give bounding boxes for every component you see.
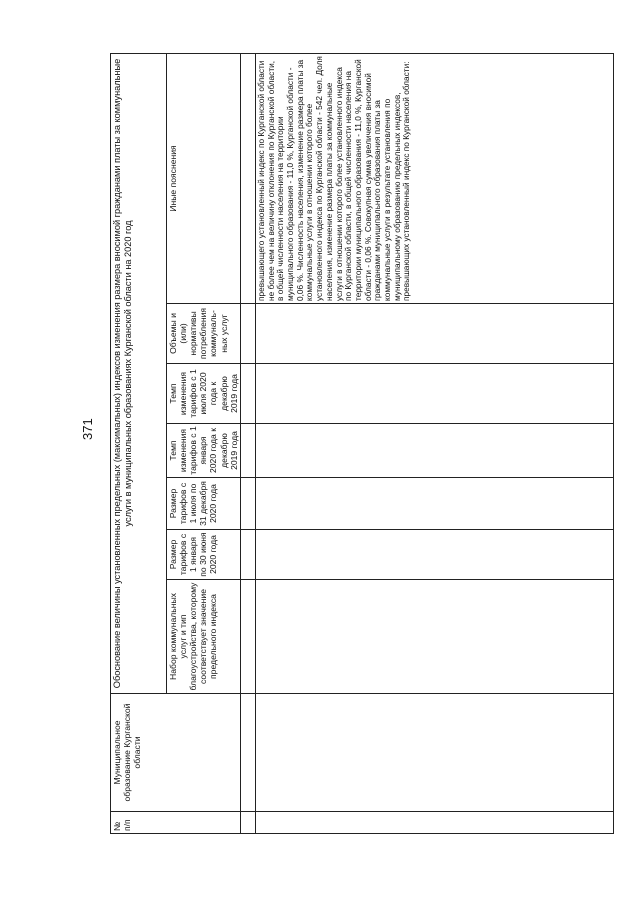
cell-num [255, 812, 613, 834]
header-band-title: Обоснование величины установленных предельных (максимальных) индексов изменения размера вносимой гражданами платы за коммунальные услуги в муниципальных образованиях Курганской области на 2020 год [111, 54, 167, 694]
header-notes: Иные пояснения [166, 54, 240, 304]
header-volumes: Объемы и (или) нормативы потребления коммуналь-ных услуг [166, 304, 240, 364]
cell-volumes [255, 304, 613, 364]
cell-rate-jul [255, 364, 613, 424]
justification-table [110, 53, 614, 834]
header-tariff-h2: Размер тарифов с 1 июля по 31 декабря 2020 года [166, 478, 240, 530]
header-rate-jul: Темп изменения тарифов с 1 июля 2020 года к декабрю 2019 года [166, 364, 240, 424]
spacer-row [240, 54, 255, 834]
cell-tariff-h2 [255, 478, 613, 530]
header-service-set: Набор коммунальных услуг и тип благоустройства, которому соответствует значение предельного индекса [166, 580, 240, 694]
table-row [255, 54, 613, 834]
cell-service-set [255, 580, 613, 694]
page-number: 371 [80, 418, 95, 440]
header-municipality: Муниципальное образование Курганской области [111, 694, 241, 812]
rotated-table-wrapper [110, 54, 614, 834]
cell-tariff-h1 [255, 530, 613, 580]
header-num: № п/п [111, 812, 241, 834]
header-tariff-h1: Размер тарифов с 1 января по 30 июня 2020 года [166, 530, 240, 580]
cell-rate-jan [255, 424, 613, 478]
cell-municipality [255, 694, 613, 812]
cell-notes: превышающего установленный индекс по Курганской области не более чем на величину отклонения по Курганской области, в общей численности населения на территории муниципального образования - 11,0 %, Курганской области - 0,06 %. Численность населения, изменение размера платы за коммунальные услуги в отношении которого более установленного индекса по Курганской области - 542 чел. Доля населения, изменение размера платы за коммунальные услуги в отношении которого более установленного индекса по Курганской области, в общей численности населения на территории муниципального образования - 11,0 %, Курганской области - 0,06 %. Совокупная сумма увеличения вносимой гражданами муниципального образования платы за коммунальные услуги в результате установления по муниципальному образованию предельных индексов, превышающих установленный индекс по Курганской области: [255, 54, 613, 304]
header-rate-jan: Темп изменения тарифов с 1 января 2020 года к декабрю 2019 года [166, 424, 240, 478]
